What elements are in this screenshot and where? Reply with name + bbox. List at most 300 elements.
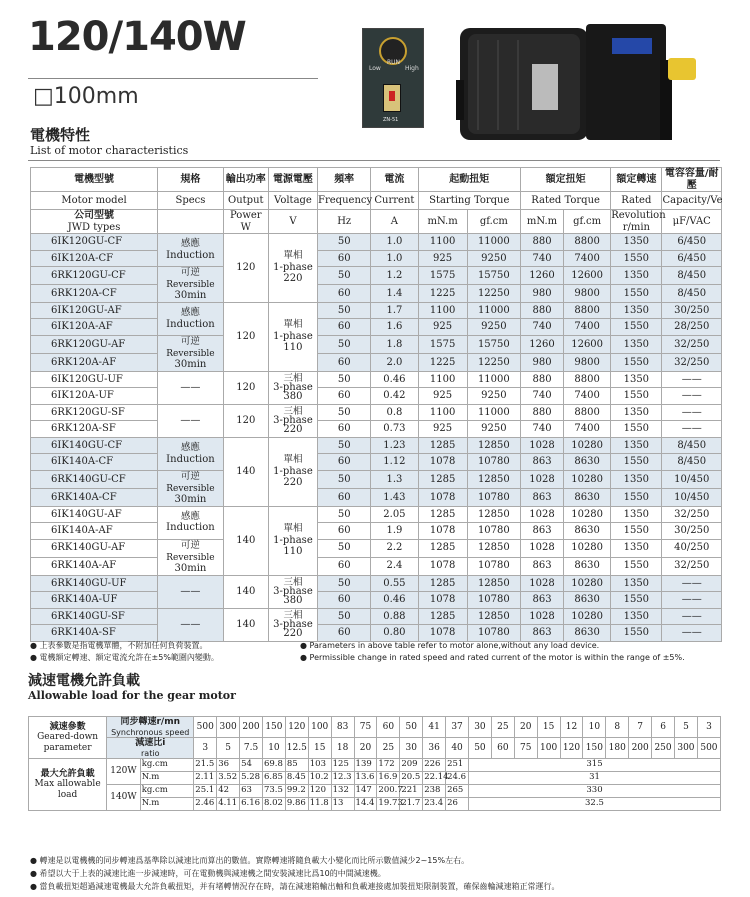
voltage-phase-en: 3-phase [273,381,313,393]
output-power: 120 [223,404,268,437]
voltage-phase-en: 3-phase [273,414,313,426]
motor-model: 6RK120GU-SF [31,404,158,421]
value-cell: 1.4 [371,284,418,302]
table-row [29,717,721,738]
ratio-label [107,738,194,759]
value-cell: 1350 [611,267,662,285]
motor-model: 6RK140A-AF [31,557,158,575]
load-value: 8.45 [285,772,308,785]
motor-model: 6RK120A-CF [31,284,158,302]
unit-cell: kg.cm [140,785,194,798]
value-cell: 7400 [564,319,611,336]
output-power: 140 [223,575,268,608]
value-cell: 10/450 [662,470,722,488]
table-row [31,371,722,388]
value-cell: 10280 [564,608,611,625]
unit-cell: gf.cm [467,210,520,234]
column-header-zh: 電源電壓 [268,168,317,192]
sync-speed-value: 30 [468,717,491,738]
value-cell: 880 [521,234,564,251]
sync-speed-value: 7 [629,717,652,738]
value-cell: 1.0 [371,250,418,267]
value-cell: 1.8 [371,335,418,353]
load-value: 36 [217,759,240,772]
load-value: 8.02 [262,798,285,811]
motor-power: 140W [107,785,141,811]
value-cell: 12850 [467,575,520,592]
value-cell: 1550 [611,421,662,438]
value-cell: 925 [418,319,467,336]
spec-cell: —— [158,404,224,437]
ratio-value: 50 [468,738,491,759]
column-header-zh: 電機型號 [31,168,158,192]
spec-cell [158,470,224,506]
load-value: 23.4 [423,798,446,811]
value-cell: 60 [318,388,371,405]
value-cell: 1285 [418,506,467,523]
sync-speed-value: 500 [194,717,217,738]
controller-high-label: High [405,65,419,72]
ratio-value: 250 [652,738,675,759]
ratio-value: 36 [423,738,446,759]
table-row [29,759,721,772]
motor-model: 6RK120GU-CF [31,267,158,285]
ratio-value: 25 [377,738,400,759]
value-cell: —— [662,575,722,592]
value-cell: 2.05 [371,506,418,523]
sync-speed-value: 25 [491,717,514,738]
value-cell: 1028 [521,470,564,488]
load-value: 14.4 [354,798,377,811]
value-cell: 12850 [467,506,520,523]
value-cell: 1225 [418,284,467,302]
value-cell: 925 [418,250,467,267]
load-value: 147 [354,785,377,798]
value-cell: 10780 [467,488,520,506]
column-header-zh: 頻率 [318,168,371,192]
geared-down-param [29,717,107,759]
ratio-value: 15 [308,738,331,759]
unit-cell: mN.m [521,210,564,234]
sync-speed-value: 5 [675,717,698,738]
value-cell: 9250 [467,319,520,336]
load-value: 12.3 [331,772,354,785]
table-row [31,234,722,251]
value-cell: 6/450 [662,250,722,267]
value-cell: 863 [521,523,564,540]
spec-cell: —— [158,371,224,404]
spec-cell [158,335,224,371]
sync-speed-value: 300 [217,717,240,738]
value-cell: 0.55 [371,575,418,592]
voltage-cell [268,437,317,506]
motor-characteristics-table [30,167,722,642]
value-cell: 2.4 [371,557,418,575]
load-value: 10.2 [308,772,331,785]
spec-en: Induction [166,249,215,261]
value-cell: 60 [318,284,371,302]
column-header-zh: 電流 [371,168,418,192]
spec-reversible [158,336,223,359]
value-cell: 880 [521,371,564,388]
max-load-zh: 最大允許負載 [40,768,95,779]
spec-cell [158,506,224,539]
value-cell: 1350 [611,302,662,319]
value-cell: 15750 [467,267,520,285]
voltage-phase-en: 1-phase [273,534,313,546]
value-cell: —— [662,388,722,405]
table-row [31,575,722,592]
power-unit [223,210,268,234]
voltage-phase-en: 3-phase [273,585,313,597]
value-cell: 740 [521,388,564,405]
value-cell: 11000 [467,234,520,251]
sync-speed-label [107,717,194,738]
value-cell: 1028 [521,575,564,592]
value-cell: 7400 [564,421,611,438]
ratio-value: 12.5 [285,738,308,759]
voltage-value: 220 [283,477,303,489]
table-row [31,267,722,285]
voltage-cell [268,234,317,303]
value-cell: —— [662,404,722,421]
voltage-phase-en: 1-phase [273,465,313,477]
motor-model: 6IK120A-AF [31,319,158,336]
unit-cell: N.m [140,772,194,785]
sync-speed-value: 12 [560,717,583,738]
load-value: 2.11 [194,772,217,785]
voltage-cell [268,506,317,575]
value-cell: 60 [318,454,371,471]
motor-model: 6IK120GU-AF [31,302,158,319]
value-cell: 60 [318,488,371,506]
spec-unit-blank [158,210,224,234]
load-value: 5.28 [240,772,263,785]
value-cell: 980 [521,353,564,371]
value-cell: 11000 [467,404,520,421]
note2-2: ● 希望以大于上表的減速比進一步減速時，可在電動機與減速機之間安裝減速比爲10的中間減速機。 [30,869,386,878]
table-row [31,539,722,557]
table-row [29,785,721,798]
voltage-phase-en: 1-phase [273,261,313,273]
section-title-en: List of motor characteristics [30,144,189,157]
voltage-phase-zh: 三相 [283,576,303,588]
divider [28,160,720,161]
table-row [31,470,722,488]
value-cell: 32/250 [662,353,722,371]
value-cell: 10780 [467,592,520,609]
value-cell: 863 [521,557,564,575]
value-cell: 863 [521,625,564,642]
voltage-value: 220 [283,273,303,285]
voltage-cell [268,404,317,437]
value-cell: 32/250 [662,335,722,353]
value-cell: 8800 [564,404,611,421]
sync-speed-value: 150 [262,717,285,738]
column-header-en: Motor model [31,192,158,210]
motor-model: 6IK140A-AF [31,523,158,540]
spec-en: Reversible [166,483,215,494]
value-cell: 12850 [467,470,520,488]
load-value: 265 [446,785,469,798]
value-cell: 1100 [418,234,467,251]
sync-speed-value: 60 [377,717,400,738]
value-cell: 60 [318,319,371,336]
value-cell: 9800 [564,353,611,371]
value-cell: 1350 [611,575,662,592]
value-cell: 863 [521,454,564,471]
value-cell: 60 [318,625,371,642]
table-row [31,454,722,471]
sync-speed-value: 120 [285,717,308,738]
value-cell: 740 [521,319,564,336]
value-cell: 1350 [611,539,662,557]
spec-zh: 感應 [180,237,200,249]
value-cell: 50 [318,267,371,285]
spec-zh: 感應 [180,510,200,522]
ratio-value: 120 [560,738,583,759]
value-cell: 7400 [564,388,611,405]
table-row [29,738,721,759]
table-header [31,168,722,234]
max-load-value: 31 [468,772,720,785]
ratio-value: 200 [629,738,652,759]
value-cell: 1028 [521,539,564,557]
load-value: 132 [331,785,354,798]
load-value: 4.11 [217,798,240,811]
load-value: 251 [446,759,469,772]
gear-motor-image [448,20,718,145]
sync-speed-value: 83 [331,717,354,738]
value-cell: 60 [318,421,371,438]
table-row [31,319,722,336]
sync-speed-value: 200 [240,717,263,738]
value-cell: 50 [318,302,371,319]
load-value: 21.7 [400,798,423,811]
page-title: 120/140W [28,14,246,60]
output-power: 140 [223,506,268,575]
value-cell: 10780 [467,454,520,471]
spec-en: Reversible [166,552,215,563]
column-header-en: Rated [611,192,662,210]
value-cell: 8630 [564,557,611,575]
spec-zh: 可逆 [180,267,200,278]
voltage-phase-en: 3-phase [273,618,313,630]
voltage-cell [268,608,317,641]
value-cell: —— [662,371,722,388]
load-value: 238 [423,785,446,798]
value-cell: 0.42 [371,388,418,405]
value-cell: 32/250 [662,557,722,575]
table-row [31,523,722,540]
allowable-load-table [28,716,721,811]
value-cell: 12600 [564,335,611,353]
value-cell: 60 [318,557,371,575]
value-cell: 1550 [611,592,662,609]
value-cell: 10280 [564,575,611,592]
table-row [31,302,722,319]
value-cell: 30/250 [662,523,722,540]
sync-speed-value: 100 [308,717,331,738]
max-load-label [29,759,107,811]
sync-speed-value: 6 [652,717,675,738]
note2-1: ● 轉速是以電機機的同步轉速爲基準除以減速比而算出的數值。實際轉速將隨負載大小變化而比所示數值減少2~15%左右。 [30,856,470,865]
note2-3: ● 當負載扭矩超過減速電機最大允許負載扭矩，并有堵轉情況存在時，請在減速箱輸出軸和負載連接處加裝扭矩限制裝置，確保齒輪減速箱正常運行。 [30,882,560,891]
ratio-zh: 減速比i [135,738,166,749]
voltage-value: 380 [283,391,303,403]
jwd-header-zh: 公司型號 [74,210,115,221]
column-header-zh: 規格 [158,168,224,192]
value-cell: 0.46 [371,371,418,388]
value-cell: 10780 [467,557,520,575]
value-cell: 0.80 [371,625,418,642]
value-cell: 32/250 [662,506,722,523]
column-header-zh: 電容容量/耐壓 [662,168,722,192]
controller-model-tag: ZN-51 [383,117,399,123]
value-cell: 1100 [418,371,467,388]
value-cell: 1285 [418,437,467,454]
value-cell: 6/450 [662,234,722,251]
value-cell: 8800 [564,234,611,251]
rocker-switch-icon [383,84,401,112]
ratio-en: ratio [141,748,160,758]
value-cell: 50 [318,539,371,557]
ratio-value: 10 [262,738,285,759]
table-row [31,168,722,192]
value-cell: 10280 [564,539,611,557]
voltage-value: 110 [283,342,303,354]
section2-title-en: Allowable load for the gear motor [28,689,236,702]
table-row [31,437,722,454]
table-row [31,284,722,302]
value-cell: 1350 [611,506,662,523]
value-cell: 28/250 [662,319,722,336]
value-cell: 880 [521,302,564,319]
sync-speed-value: 41 [423,717,446,738]
rmin-unit: r/min [622,221,650,233]
ratio-value: 18 [331,738,354,759]
spec-duty: 30min [174,359,207,371]
value-cell: 12250 [467,353,520,371]
revolution-label: Revolution [611,210,666,221]
value-cell: 1.0 [371,234,418,251]
spec-cell [158,267,224,303]
voltage-value: 220 [283,424,303,436]
value-cell: 8630 [564,625,611,642]
value-cell: 8/450 [662,267,722,285]
value-cell: 1550 [611,284,662,302]
value-cell: 980 [521,284,564,302]
value-cell: 1350 [611,234,662,251]
value-cell: 1078 [418,523,467,540]
load-value: 24.6 [446,772,469,785]
value-cell: 740 [521,421,564,438]
voltage-cell [268,371,317,404]
output-power: 120 [223,234,268,303]
spec-en: Reversible [166,279,215,290]
table-row [31,488,722,506]
value-cell: 1350 [611,371,662,388]
value-cell: 40/250 [662,539,722,557]
value-cell: 1285 [418,539,467,557]
column-header-en: Frequency [318,192,371,210]
value-cell: 1285 [418,575,467,592]
sync-speed-value: 50 [400,717,423,738]
value-cell: 863 [521,488,564,506]
value-cell: 1028 [521,608,564,625]
load-value: 13.6 [354,772,377,785]
load-value: 20.5 [400,772,423,785]
value-cell: 1260 [521,267,564,285]
value-cell: 1350 [611,470,662,488]
ratio-value: 100 [537,738,560,759]
sync-speed-value: 20 [514,717,537,738]
value-cell: 1350 [611,335,662,353]
value-cell: —— [662,592,722,609]
spec-zh: 感應 [180,441,200,453]
ratio-value: 5 [217,738,240,759]
value-cell: 9250 [467,388,520,405]
frame-size: □100mm [33,84,139,109]
jwd-header [31,210,158,234]
value-cell: 0.73 [371,421,418,438]
watt-unit: W [240,221,251,233]
motor-model: 6IK140A-CF [31,454,158,471]
load-value: 16.9 [377,772,400,785]
spec-en: Induction [166,318,215,330]
unit-cell: Hz [318,210,371,234]
param-zh: 減速參數 [49,721,86,732]
table-row [31,388,722,405]
value-cell: 1550 [611,557,662,575]
output-power: 140 [223,608,268,641]
value-cell: 9250 [467,421,520,438]
value-cell: 1550 [611,488,662,506]
sync-zh: 同步轉速r/mn [120,717,180,728]
spec-en: Induction [166,453,215,465]
table-row [31,557,722,575]
spec-duty: 30min [174,494,207,506]
load-value: 9.86 [285,798,308,811]
spec-zh: 感應 [180,306,200,318]
load-value: 120 [308,785,331,798]
value-cell: 50 [318,234,371,251]
value-cell: 7400 [564,250,611,267]
value-cell: 2.2 [371,539,418,557]
value-cell: 8/450 [662,284,722,302]
value-cell: 925 [418,388,467,405]
controller-run-label: RUN [387,59,401,66]
motor-model: 6RK140A-UF [31,592,158,609]
voltage-value: 380 [283,595,303,607]
value-cell: 1550 [611,523,662,540]
value-cell: 1028 [521,506,564,523]
load-value: 209 [400,759,423,772]
ratio-value: 60 [491,738,514,759]
value-cell: 2.0 [371,353,418,371]
value-cell: 10/450 [662,488,722,506]
value-cell: 0.8 [371,404,418,421]
value-cell: 1078 [418,557,467,575]
ratio-value: 7.5 [240,738,263,759]
spec-cell [158,437,224,470]
value-cell: 1285 [418,470,467,488]
spec-zh: 可逆 [180,335,200,347]
unit-cell: kg.cm [140,759,194,772]
value-cell: 12850 [467,539,520,557]
value-cell: 1350 [611,608,662,625]
value-cell: 8/450 [662,437,722,454]
